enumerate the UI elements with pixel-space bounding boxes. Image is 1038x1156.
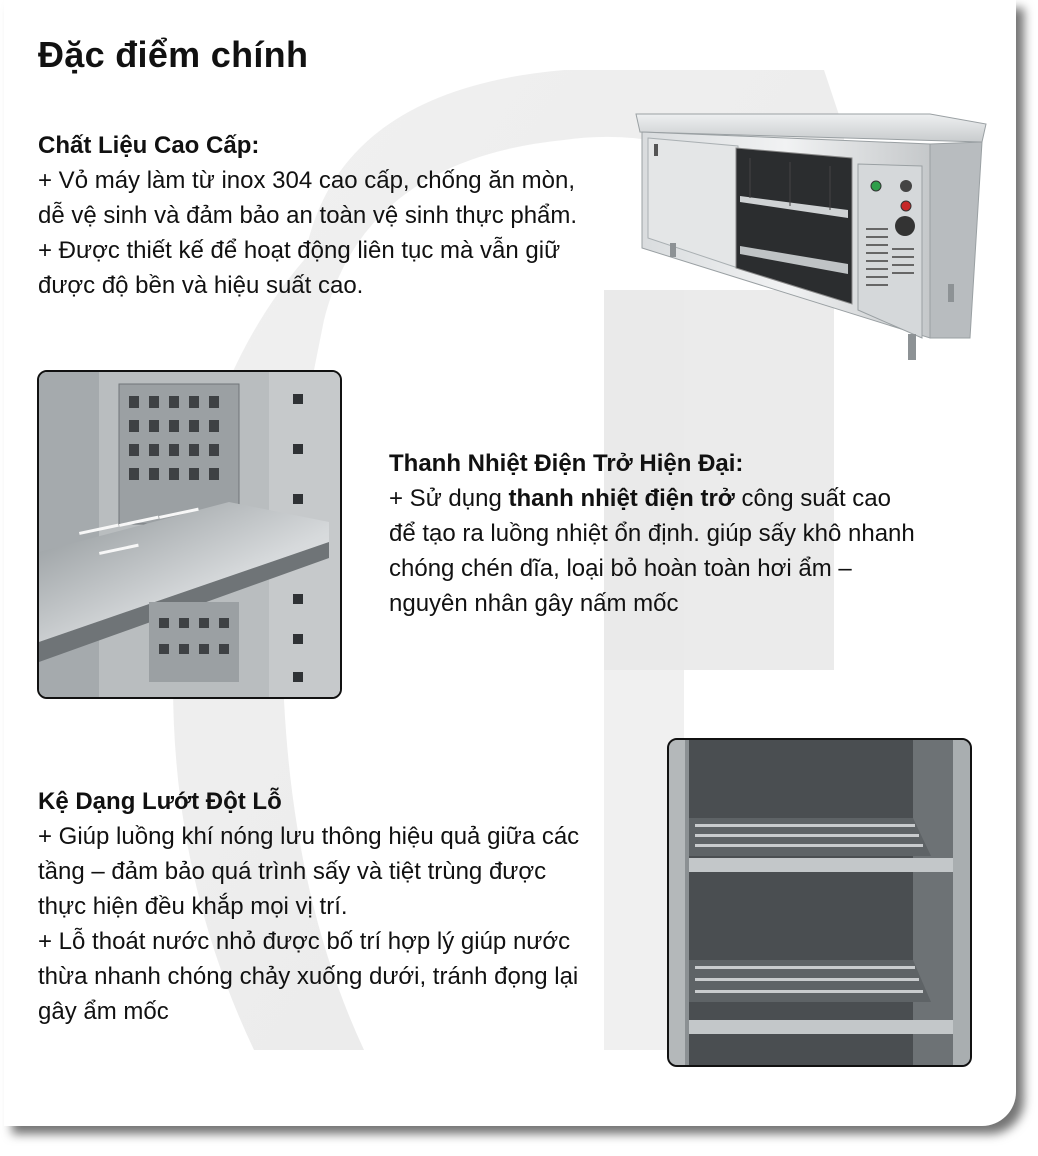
section-line: gây ẩm mốc bbox=[38, 998, 169, 1025]
section-line: để tạo ra luồng nhiệt ổn định. giúp sấy khô nhanh bbox=[389, 520, 915, 547]
section-perforated-shelf bbox=[38, 784, 658, 1029]
page-title: Đặc điểm chính bbox=[38, 34, 309, 75]
section-line-prefix: + Sử dụng bbox=[389, 485, 509, 512]
section-line-suffix: công suất cao bbox=[734, 485, 891, 512]
section-heading: Kệ Dạng Lướt Đột Lỗ bbox=[38, 788, 282, 815]
section-heating-element bbox=[389, 446, 999, 621]
section-line: thực hiện đều khắp mọi vị trí. bbox=[38, 893, 348, 920]
section-heading: Chất Liệu Cao Cấp: bbox=[38, 132, 260, 159]
perforated-shelf-photo bbox=[667, 738, 972, 1067]
section-line: + Được thiết kế để hoạt động liên tục mà vẫn giữ bbox=[38, 237, 561, 264]
section-line: + Vỏ máy làm từ inox 304 cao cấp, chống ăn mòn, bbox=[38, 167, 576, 194]
feature-card bbox=[4, 0, 1016, 1126]
section-premium-material bbox=[38, 128, 648, 303]
section-line: thừa nhanh chóng chảy xuống dưới, tránh đọng lại bbox=[38, 963, 579, 990]
section-line: nguyên nhân gây nấm mốc bbox=[389, 590, 679, 617]
section-line bbox=[389, 481, 999, 516]
section-line: chóng chén dĩa, loại bỏ hoàn toàn hơi ẩm – bbox=[389, 555, 852, 582]
cabinet-product-image bbox=[630, 98, 996, 368]
section-heading: Thanh Nhiệt Điện Trở Hiện Đại: bbox=[389, 450, 744, 477]
heating-shelf-photo bbox=[37, 370, 342, 699]
section-line: + Lỗ thoát nước nhỏ được bố trí hợp lý giúp nước bbox=[38, 928, 571, 955]
section-line: dễ vệ sinh và đảm bảo an toàn vệ sinh thực phẩm. bbox=[38, 202, 578, 229]
section-line: tầng – đảm bảo quá trình sấy và tiệt trùng được bbox=[38, 858, 547, 885]
section-line: được độ bền và hiệu suất cao. bbox=[38, 272, 364, 299]
section-line: + Giúp luồng khí nóng lưu thông hiệu quả giữa các bbox=[38, 823, 580, 850]
section-line-bold: thanh nhiệt điện trở bbox=[508, 485, 735, 512]
